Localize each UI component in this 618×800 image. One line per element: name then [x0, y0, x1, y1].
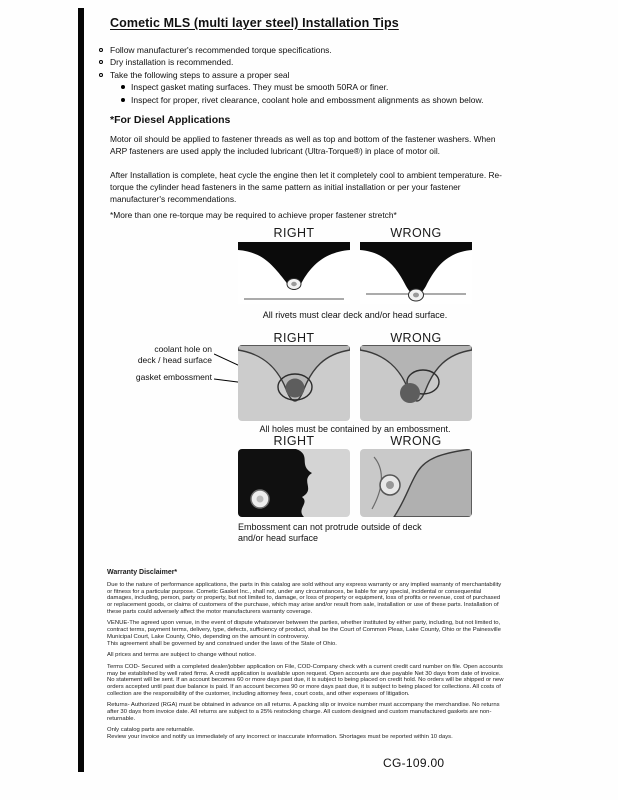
dot-bullet-icon [121, 98, 125, 102]
circle-bullet-icon [99, 73, 103, 77]
page-spine-rule [78, 8, 84, 772]
page-number-code: CG-109.00 [383, 756, 445, 770]
protrusion-wrong-diagram-image [360, 449, 472, 517]
list-item [99, 69, 483, 81]
list-item [99, 56, 483, 68]
list-item [121, 81, 483, 93]
holes-caption: All holes must be contained by an embossment. [259, 424, 451, 434]
right-label: RIGHT [273, 226, 315, 240]
tip-text: Inspect gasket mating surfaces. They must be smooth 50RA or finer. [131, 82, 389, 93]
disclaimer-paragraph: Returns- Authorized (RGA) must be obtained in advance on all returns. A packing slip or invoice number must accompany the merchandise. No returns after 30 days from invoice date. All returns are subject to a 25% restocking charge. All custom designed and custom manufactured gaskets are non-returnable. [107, 702, 500, 722]
circle-bullet-icon [99, 48, 103, 52]
protrusion-caption: Embossment can not protrude outside of deck and/or head surface [238, 522, 422, 543]
disclaimer-paragraph: Only catalog parts are returnable. [107, 727, 195, 734]
wrong-label: WRONG [390, 226, 442, 240]
warranty-heading: Warranty Disclaimer* [107, 569, 178, 576]
dot-bullet-icon [121, 85, 125, 89]
warranty-disclaimer-section [107, 570, 505, 746]
coolant-hole-annotation: coolant hole on deck / head surface [137, 344, 212, 365]
tip-text: Take the following steps to assure a proper seal [110, 69, 290, 80]
diesel-paragraph-2: After Installation is complete, heat cycle the engine then let it completely cool to ambient temperature. Re-torque the cylinder head fasteners in the same pattern as initial installation or per your fastener manufacturer's recommendations. [110, 170, 502, 204]
rivet-right-diagram-image [238, 242, 350, 304]
gasket-embossment-annotation: gasket embossment [135, 372, 212, 382]
rivet-wrong-diagram-image [360, 242, 472, 304]
tip-text: Follow manufacturer's recommended torque specifications. [110, 45, 332, 55]
disclaimer-paragraph: Review your invoice and notify us immediately of any incorrect or inaccurate information. Shortages must be reported within 10 days. [107, 734, 453, 741]
disclaimer-paragraph: All prices and terms are subject to change without notice. [107, 652, 256, 659]
disclaimer-paragraph: VENUE-The agreed upon venue, in the event of dispute whatsoever between the parties, whether instituted by either party, including, but not limited to, contract terms, payment terms, delivery, type, defects, sufficiency of product, shall be the Court of Common Pleas, Lake County, Ohio or the Painesville Municipal Court, Lake County, Ohio, depending on the amount in controversy. [107, 620, 501, 640]
right-label: RIGHT [273, 331, 315, 345]
wrong-label: WRONG [390, 331, 442, 345]
disclaimer-paragraph: This agreement shall be governed by and construed under the laws of the State of Ohio. [107, 641, 337, 648]
protrusion-right-diagram-image [238, 449, 350, 517]
rivet-caption: All rivets must clear deck and/or head surface. [262, 310, 448, 320]
diesel-applications-heading: *For Diesel Applications [110, 114, 231, 126]
right-label: RIGHT [273, 434, 315, 448]
tip-text: Dry installation is recommended. [110, 57, 234, 68]
diesel-paragraph-1: Motor oil should be applied to fastener threads as well as top and bottom of the fastener washers. When ARP fasteners are used apply the included lubricant (Ultra-Torque®) in place of motor oil. [110, 134, 496, 156]
list-item [121, 94, 483, 106]
embossment-wrong-diagram-image [360, 345, 472, 421]
disclaimer-paragraph: Terms COD- Secured with a completed dealer/jobber application on File, COD-Company check with a current credit card number on file. Open accounts may be established by well rated firms. A credit application is available upon request. Open accounts are due payable Net 30 days from date of invoice. No statement will be sent. If an account becomes 60 or more days past due, it is subject to being placed on credit hold. No orders will be shipped or new orders accepted until past due balance is paid. If an account becomes 90 or more days past due, it is subject to being placed for collections. All costs of collection are the responsibility of the customer, including attorney fees, court costs, and other expenses of litigation. [107, 663, 504, 697]
disclaimer-paragraph: Due to the nature of performance applications, the parts in this catalog are sold without any express warranty or any implied warranty of merchantability or fitness for a particular purpose. Cometic Gasket Inc., shall not, under any circumstances, be liable for any special, incidental or consequential damages, including, person, party or property, but not limited to, damage, or loss of property or equipment, loss of profits or revenue, cost of purchased or replacement goods, or claims of customers of the purchase, which may arise and/or result from sale, installation or use of these parts. Installation of these parts could adversely affect the motor manufacturers warranty coverage. [107, 581, 502, 615]
tip-text: Inspect for proper, rivet clearance, coolant hole and embossment alignments as shown below. [131, 94, 484, 105]
list-item [99, 44, 483, 56]
circle-bullet-icon [99, 60, 103, 64]
retorque-note: *More than one re-torque may be required to achieve proper fastener stretch* [110, 210, 397, 220]
page-title: Cometic MLS (multi layer steel) Installation Tips [110, 16, 399, 30]
embossment-right-diagram-image [238, 345, 350, 421]
installation-tips-list [99, 44, 483, 106]
wrong-label: WRONG [390, 434, 442, 448]
